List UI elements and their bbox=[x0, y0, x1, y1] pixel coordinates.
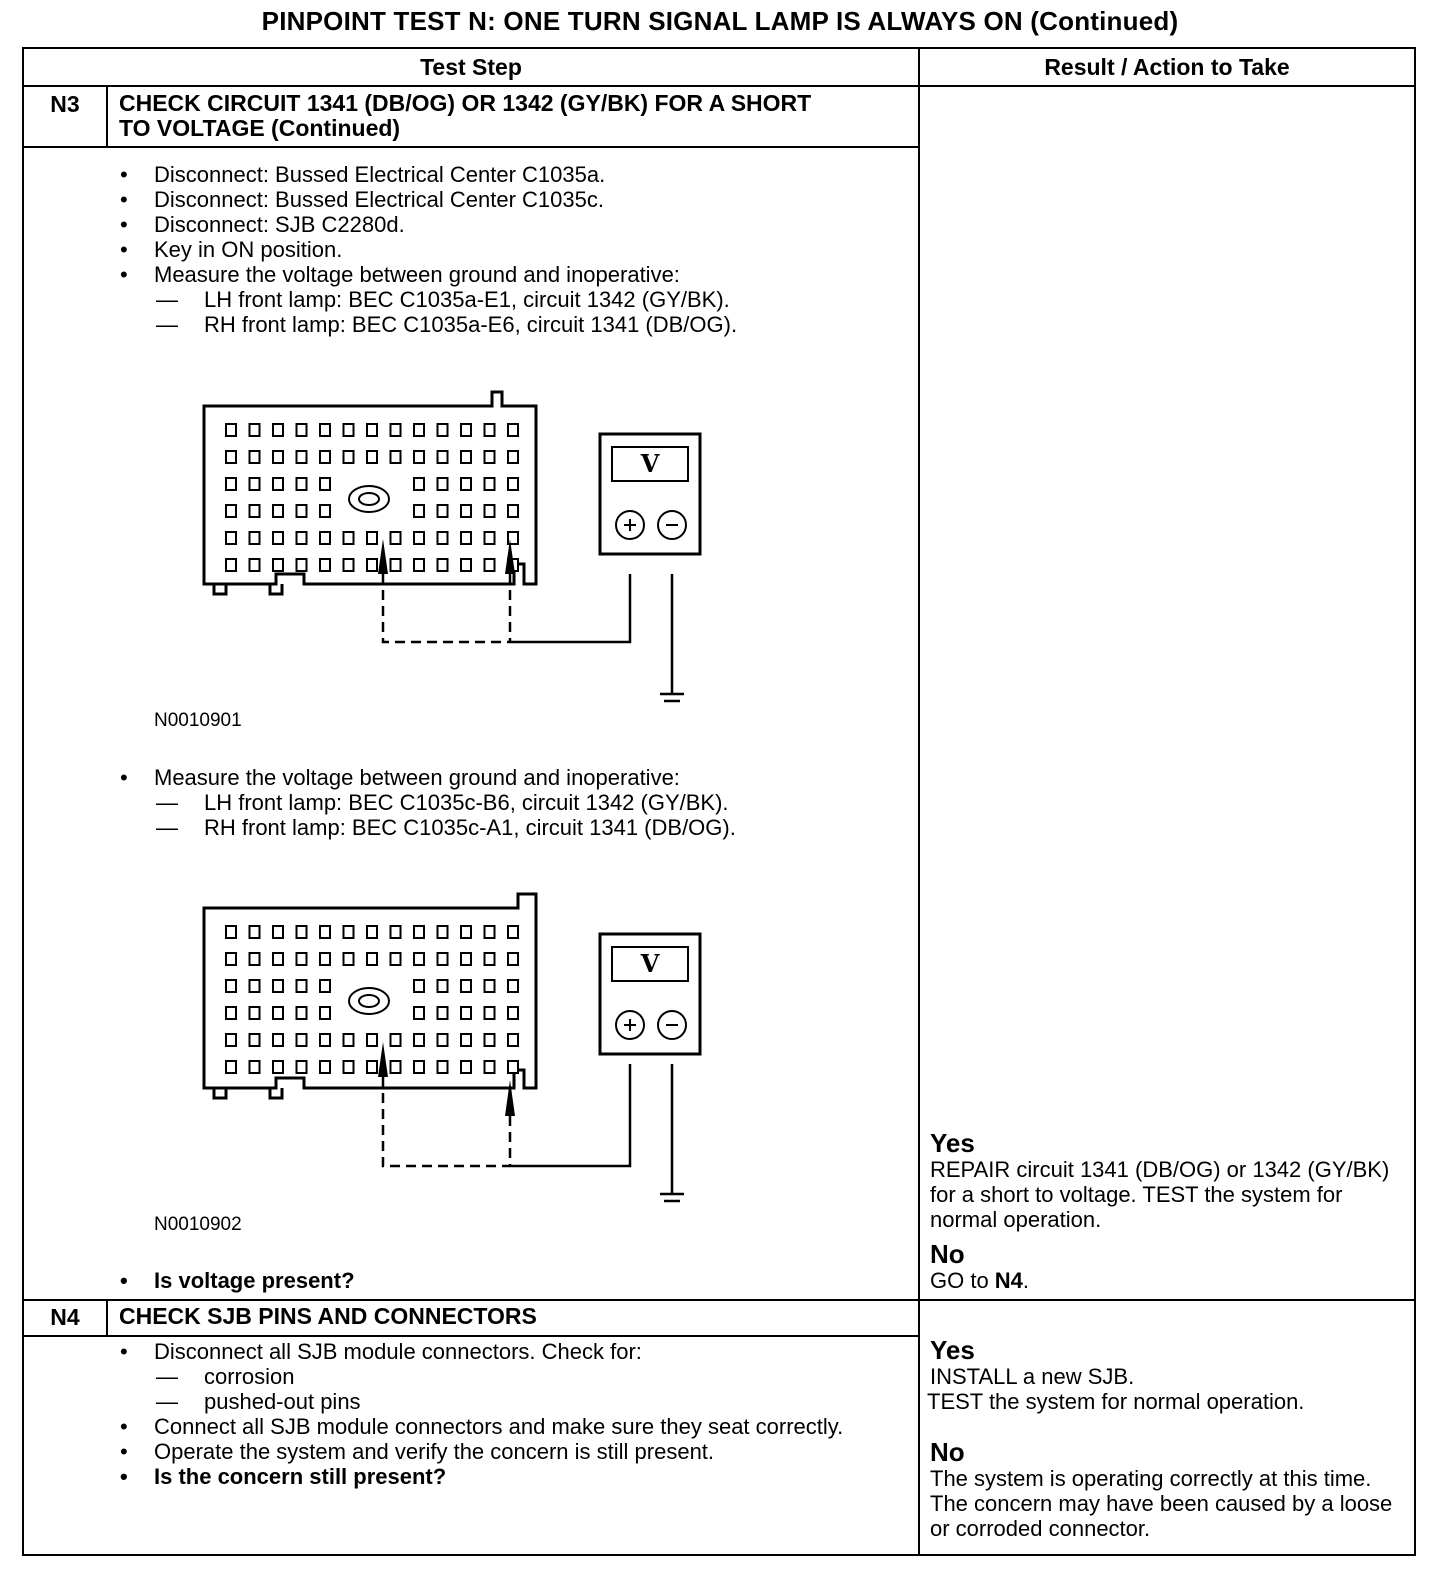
connector-pin bbox=[297, 451, 307, 463]
connector-pin bbox=[250, 926, 260, 938]
voltmeter-symbol: V bbox=[640, 949, 660, 978]
list-item: • Disconnect: Bussed Electrical Center C1035a. bbox=[116, 162, 906, 187]
probe-leads bbox=[383, 574, 672, 694]
connector-pin bbox=[344, 1034, 354, 1046]
connector-pin bbox=[414, 505, 424, 517]
connector-pin bbox=[508, 1034, 518, 1046]
n4-result bbox=[927, 1335, 1410, 1541]
list-subitem: — RH front lamp: BEC C1035a-E6, circuit 1341 (DB/OG). bbox=[116, 312, 906, 337]
connector-pin bbox=[226, 532, 236, 544]
connector-pin bbox=[414, 926, 424, 938]
connector-pin bbox=[414, 1061, 424, 1073]
test-probes bbox=[378, 1042, 515, 1116]
connector-pin bbox=[250, 478, 260, 490]
connector-pin bbox=[438, 1061, 448, 1073]
connector-pin bbox=[344, 451, 354, 463]
list-item: • Measure the voltage between ground and inoperative: bbox=[116, 262, 906, 287]
connector-pin bbox=[485, 980, 495, 992]
connector-pin bbox=[391, 926, 401, 938]
connector-pin bbox=[226, 1007, 236, 1019]
header-rule bbox=[24, 85, 1414, 87]
connector-voltmeter-diagram-1 bbox=[184, 384, 744, 704]
connector-pin bbox=[508, 953, 518, 965]
connector-pin bbox=[508, 980, 518, 992]
n3-instructions-2 bbox=[116, 765, 906, 840]
n4-id-divider bbox=[106, 1300, 108, 1336]
connector-pin bbox=[367, 559, 377, 571]
connector-pin bbox=[367, 532, 377, 544]
connector-pin bbox=[508, 478, 518, 490]
connector-pin bbox=[391, 559, 401, 571]
connector-pin bbox=[297, 532, 307, 544]
connector-pin bbox=[297, 424, 307, 436]
connector-pin bbox=[438, 451, 448, 463]
connector-pin bbox=[226, 505, 236, 517]
connector-pin bbox=[414, 980, 424, 992]
connector-pin bbox=[391, 532, 401, 544]
connector-pin bbox=[320, 1061, 330, 1073]
connector-pin bbox=[250, 532, 260, 544]
connector-pin bbox=[508, 451, 518, 463]
connector-pin bbox=[438, 505, 448, 517]
n3-result bbox=[930, 1129, 1400, 1293]
connector-pin bbox=[391, 451, 401, 463]
connector-pin bbox=[485, 953, 495, 965]
step-id-n4: N4 bbox=[50, 1304, 80, 1330]
connector-pin bbox=[273, 953, 283, 965]
connector-pin bbox=[461, 532, 471, 544]
connector-pin bbox=[344, 953, 354, 965]
connector-pin bbox=[250, 980, 260, 992]
connector-pin bbox=[273, 532, 283, 544]
connector-pin bbox=[273, 559, 283, 571]
connector-pin bbox=[485, 1034, 495, 1046]
connector-pin bbox=[461, 980, 471, 992]
connector-pin bbox=[320, 451, 330, 463]
connector-pin bbox=[461, 478, 471, 490]
connector-pin bbox=[414, 424, 424, 436]
ground-symbol bbox=[660, 1194, 684, 1204]
list-item: • Connect all SJB module connectors and make sure they seat correctly. bbox=[116, 1414, 876, 1439]
list-item-question: • Is the concern still present? bbox=[116, 1464, 876, 1489]
connector-pin bbox=[485, 926, 495, 938]
connector-pin bbox=[250, 1061, 260, 1073]
connector-pin bbox=[485, 1007, 495, 1019]
connector-pin bbox=[461, 1061, 471, 1073]
connector-pin bbox=[391, 424, 401, 436]
n4-link[interactable]: N4 bbox=[994, 1268, 1023, 1293]
connector-pin bbox=[226, 478, 236, 490]
voltmeter-symbol: V bbox=[640, 449, 660, 478]
connector-pin bbox=[226, 559, 236, 571]
connector-pin bbox=[273, 505, 283, 517]
connector-pin bbox=[226, 1034, 236, 1046]
connector-pin bbox=[414, 953, 424, 965]
connector-pin bbox=[344, 1061, 354, 1073]
n3-instructions-1 bbox=[116, 162, 906, 337]
connector-pin bbox=[461, 926, 471, 938]
list-item: • Disconnect: Bussed Electrical Center C1035c. bbox=[116, 187, 906, 212]
figure-id-1: N0010901 bbox=[154, 710, 242, 731]
connector-pin bbox=[461, 559, 471, 571]
connector-pin bbox=[297, 980, 307, 992]
connector-pin bbox=[273, 451, 283, 463]
list-item: • Key in ON position. bbox=[116, 237, 906, 262]
n4-instructions bbox=[116, 1339, 876, 1489]
connector-pin bbox=[250, 451, 260, 463]
n3-id-divider bbox=[106, 87, 108, 147]
connector-pin bbox=[226, 980, 236, 992]
connector-pin bbox=[344, 559, 354, 571]
connector-pin bbox=[273, 1061, 283, 1073]
list-item-question: • Is voltage present? bbox=[116, 1268, 906, 1293]
n4-yes-label: Yes bbox=[930, 1335, 975, 1365]
connector-pin bbox=[508, 926, 518, 938]
n4-yes-line2: TEST the system for normal operation. bbox=[927, 1389, 1305, 1414]
connector-pin bbox=[320, 926, 330, 938]
connector-pin bbox=[250, 559, 260, 571]
connector-pin bbox=[391, 953, 401, 965]
connector-pin bbox=[226, 953, 236, 965]
connector-pin bbox=[508, 532, 518, 544]
connector-pin bbox=[461, 1007, 471, 1019]
connector-pin bbox=[297, 1007, 307, 1019]
list-subitem: — LH front lamp: BEC C1035c-B6, circuit 1342 (GY/BK). bbox=[116, 790, 906, 815]
header-result: Result / Action to Take bbox=[1044, 54, 1290, 80]
list-subitem: — RH front lamp: BEC C1035c-A1, circuit 1341 (DB/OG). bbox=[116, 815, 906, 840]
connector-pin bbox=[226, 1061, 236, 1073]
connector-pin bbox=[344, 424, 354, 436]
connector-pin-grid bbox=[226, 926, 518, 1073]
connector-pin bbox=[320, 1034, 330, 1046]
list-subitem: — corrosion bbox=[116, 1364, 876, 1389]
connector-pin bbox=[273, 1034, 283, 1046]
connector-pin bbox=[414, 559, 424, 571]
n4-title-rule bbox=[24, 1335, 920, 1337]
connector-pin bbox=[485, 451, 495, 463]
list-item: • Disconnect all SJB module connectors. Check for: bbox=[116, 1339, 876, 1364]
connector-pin bbox=[508, 1061, 518, 1073]
connector-pin bbox=[367, 1034, 377, 1046]
connector-pin bbox=[297, 953, 307, 965]
connector-pin bbox=[297, 505, 307, 517]
connector-pin bbox=[273, 980, 283, 992]
connector-pin bbox=[367, 953, 377, 965]
connector-pin bbox=[320, 505, 330, 517]
n3-no-label: No bbox=[930, 1239, 965, 1269]
connector-pin bbox=[297, 478, 307, 490]
step-title-n3-line2: TO VOLTAGE (Continued) bbox=[119, 115, 401, 141]
connector-pin bbox=[438, 953, 448, 965]
connector-pin bbox=[320, 532, 330, 544]
connector-pin bbox=[485, 478, 495, 490]
step-title-n4: CHECK SJB PINS AND CONNECTORS bbox=[119, 1303, 537, 1329]
connector-pin bbox=[320, 559, 330, 571]
connector-pin bbox=[367, 451, 377, 463]
connector-keying-boss bbox=[349, 988, 389, 1014]
connector-pin bbox=[250, 1034, 260, 1046]
connector-pin bbox=[250, 1007, 260, 1019]
step-title-n3-line1: CHECK CIRCUIT 1341 (DB/OG) OR 1342 (GY/BK) FOR A SHORT bbox=[119, 90, 812, 116]
connector-pin bbox=[461, 953, 471, 965]
n4-yes-line1: INSTALL a new SJB. bbox=[930, 1364, 1135, 1389]
n3-yes-label: Yes bbox=[930, 1128, 975, 1158]
connector-pin bbox=[438, 559, 448, 571]
list-subitem: — LH front lamp: BEC C1035a-E1, circuit 1342 (GY/BK). bbox=[116, 287, 906, 312]
connector-pin bbox=[438, 478, 448, 490]
step-title-n3 bbox=[119, 91, 811, 141]
column-divider bbox=[918, 49, 920, 1554]
connector-pin bbox=[485, 559, 495, 571]
connector-pin bbox=[297, 926, 307, 938]
probe-leads bbox=[383, 1064, 672, 1194]
n3-no-text: GO to N4. bbox=[930, 1268, 1030, 1293]
connector-pin bbox=[438, 1007, 448, 1019]
connector-pin bbox=[226, 451, 236, 463]
connector-pin bbox=[226, 424, 236, 436]
ground-symbol bbox=[660, 694, 684, 704]
connector-pin bbox=[461, 451, 471, 463]
connector-pin bbox=[367, 1061, 377, 1073]
connector-pin bbox=[414, 478, 424, 490]
n3-n4-rule bbox=[24, 1299, 1414, 1301]
connector-pin bbox=[414, 1034, 424, 1046]
connector-pin bbox=[320, 1007, 330, 1019]
connector-pin bbox=[250, 424, 260, 436]
connector-pin bbox=[414, 1007, 424, 1019]
n4-no-text: The system is operating correctly at this time. The concern may have been caused by a loose or corroded connector. bbox=[930, 1466, 1393, 1541]
connector-pin bbox=[508, 424, 518, 436]
connector-pin bbox=[485, 1061, 495, 1073]
pinpoint-test-table bbox=[22, 47, 1416, 1556]
list-item: • Measure the voltage between ground and inoperative: bbox=[116, 765, 906, 790]
n3-title-rule bbox=[24, 146, 920, 148]
connector-pin-grid bbox=[226, 424, 518, 571]
page-title: PINPOINT TEST N: ONE TURN SIGNAL LAMP IS ALWAYS ON (Continued) bbox=[261, 6, 1179, 36]
connector-keying-boss bbox=[349, 486, 389, 512]
connector-pin bbox=[508, 505, 518, 517]
connector-pin bbox=[344, 532, 354, 544]
n3-question bbox=[116, 1268, 906, 1293]
header-test-step: Test Step bbox=[420, 54, 522, 80]
connector-pin bbox=[461, 424, 471, 436]
connector-pin bbox=[438, 980, 448, 992]
list-item: • Disconnect: SJB C2280d. bbox=[116, 212, 906, 237]
n3-yes-text: REPAIR circuit 1341 (DB/OG) or 1342 (GY/BK) for a short to voltage. TEST the system for normal operation. bbox=[930, 1157, 1390, 1232]
connector-pin bbox=[485, 532, 495, 544]
connector-pin bbox=[485, 505, 495, 517]
connector-pin bbox=[391, 1061, 401, 1073]
connector-pin bbox=[414, 532, 424, 544]
connector-pin bbox=[250, 953, 260, 965]
n4-no-label: No bbox=[930, 1437, 965, 1467]
connector-pin bbox=[273, 926, 283, 938]
connector-pin bbox=[438, 1034, 448, 1046]
connector-pin bbox=[320, 953, 330, 965]
connector-pin bbox=[320, 424, 330, 436]
connector-voltmeter-diagram-2 bbox=[184, 884, 744, 1204]
connector-pin bbox=[320, 478, 330, 490]
connector-pin bbox=[344, 926, 354, 938]
connector-pin bbox=[273, 1007, 283, 1019]
connector-pin bbox=[297, 1061, 307, 1073]
connector-pin bbox=[414, 451, 424, 463]
list-item: • Operate the system and verify the concern is still present. bbox=[116, 1439, 876, 1464]
connector-pin bbox=[508, 1007, 518, 1019]
connector-pin bbox=[461, 1034, 471, 1046]
connector-pin bbox=[485, 424, 495, 436]
connector-pin bbox=[273, 424, 283, 436]
connector-pin bbox=[297, 1034, 307, 1046]
connector-pin bbox=[226, 926, 236, 938]
connector-pin bbox=[250, 505, 260, 517]
connector-pin bbox=[367, 424, 377, 436]
connector-pin bbox=[438, 532, 448, 544]
list-subitem: — pushed-out pins bbox=[116, 1389, 876, 1414]
connector-pin bbox=[297, 559, 307, 571]
connector-pin bbox=[438, 424, 448, 436]
step-id-n3: N3 bbox=[50, 91, 80, 117]
connector-pin bbox=[438, 926, 448, 938]
connector-pin bbox=[461, 505, 471, 517]
connector-pin bbox=[391, 1034, 401, 1046]
figure-id-2: N0010902 bbox=[154, 1214, 242, 1235]
connector-pin bbox=[320, 980, 330, 992]
connector-pin bbox=[273, 478, 283, 490]
connector-pin bbox=[367, 926, 377, 938]
